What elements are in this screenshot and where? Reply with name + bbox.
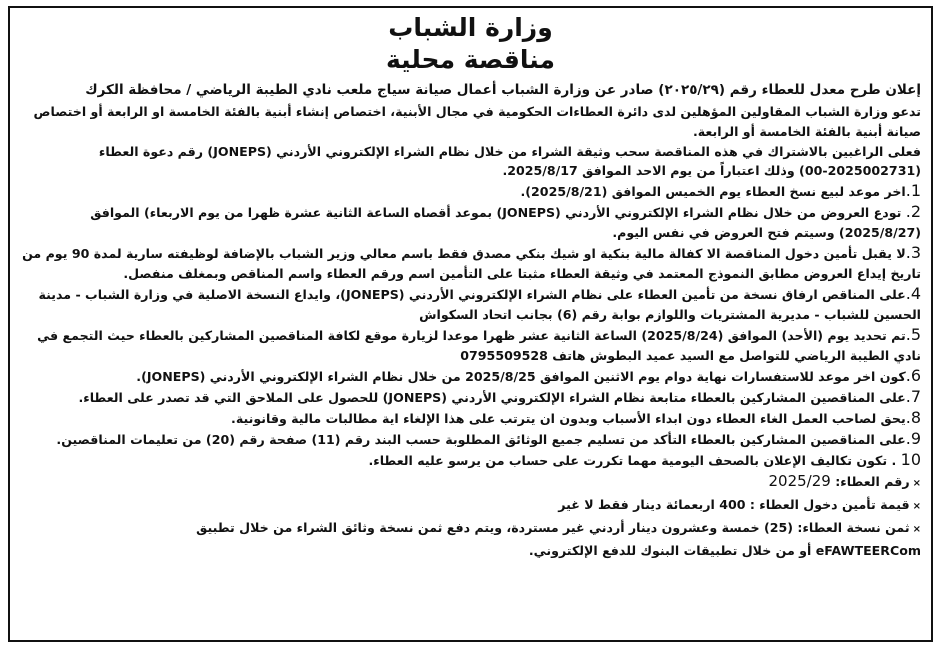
list-item: [20, 181, 921, 202]
item-text: على المناقصين المشاركين بالعطاء متابعة نظام الشراء الإلكتروني الأردني (JONEPS) للحصول على الملاحق التي قد تصدر على العطاء.: [78, 390, 906, 406]
item-number: 6.: [905, 366, 921, 386]
copy-price-text: ثمن نسخة العطاء: (25) خمسة وعشرون دينار أردني غير مستردة، ويتم دفع ثمن نسخة وثائق الشراء من خلال تطبيق: [196, 520, 910, 536]
item-text: على المناقصين المشاركين بالعطاء التأكد من تسليم جميع الوثائق المطلوبة حسب البند رقم (11) صفحة رقم (20) من تعليمات المناقصين.: [56, 432, 906, 448]
tender-type-title: مناقصة محلية: [385, 45, 555, 74]
announcement-heading: إعلان طرح معدل للعطاء رقم (٢٠٢٥/٢٩) صادر عن وزارة الشباب أعمال صيانة سياج ملعب نادي الطيبة الرياضي / محافظة الكرك: [85, 82, 921, 98]
guarantee-text: قيمة تأمين دخول العطاء : 400 اربعمائة دينار فقط لا غير: [558, 497, 910, 513]
item-number: 4.: [905, 284, 921, 304]
item-text: لا يقبل تأمين دخول المناقصة الا كفالة مالية بنكية او شيك بنكي مصدق فقط باسم معالي وزير الشباب بالإضافة لوظيفته سارية لمدة 90 يوم من تاريخ إيداع العروض مطابق النموذج المعتمد في وثيقة العطاء مثبتا على التأمين اسم ورقم العطاء واسم المناقص وبمغلف منفصل.: [22, 246, 921, 282]
item-text: تودع العروض من خلال نظام الشراء الإلكتروني الأردني (JONEPS) بموعد أقصاه الساعة الثانية عشرة ظهرا من يوم الاربعاء) الموافق (2025/8/27) وسيتم فتح العروض في نفس اليوم.: [90, 205, 921, 241]
list-item: [20, 450, 921, 471]
item-number: 2.: [905, 202, 921, 222]
tender-number-line: [20, 471, 921, 494]
joneps-paragraph: فعلى الراغبين بالاشتراك في هذه المناقصة سحب وثيقة الشراء من خلال نظام الشراء الإلكتروني الأردني (JONEPS) رقم دعوة العطاء (2025002731-00) وذلك اعتباراً من يوم الاحد الموافق 2025/8/17.: [98, 143, 921, 179]
tender-notice: [8, 6, 933, 642]
item-text: على المناقص ارفاق نسخة من تأمين العطاء على نظام الشراء الإلكتروني الأردني (JONEPS)، وايداع النسخة الاصلية في وزارة الشباب - مدينة الحسين للشباب - مديرية المشتريات واللوازم بوابة رقم (6) بجانب اتحاد السكواش: [38, 287, 921, 323]
item-number: 3.: [905, 243, 921, 263]
item-number: 1.: [905, 181, 921, 201]
item-number: 5.: [905, 325, 921, 345]
item-number: 7.: [905, 387, 921, 407]
list-item: [20, 325, 921, 366]
list-item: [20, 243, 921, 284]
copy-price-line: [20, 517, 921, 540]
summary-block: [20, 471, 921, 561]
list-item: [20, 284, 921, 325]
list-item: [20, 202, 921, 243]
item-text: كون اخر موعد للاستفسارات نهاية دوام يوم الاثنين الموافق 2025/8/25 من خلال نظام الشراء الإلكتروني الأردني (JONEPS).: [136, 369, 906, 385]
item-number: 8.: [905, 408, 921, 428]
item-text: يحق لصاحب العمل الغاء العطاء دون ابداء الأسباب وبدون ان يترتب على هذا الإلغاء اية مطالبات مالية وقانونية.: [231, 411, 906, 427]
guarantee-line: [20, 494, 921, 517]
tender-number-value: 2025/29: [768, 472, 831, 491]
bullet-mark: ×: [912, 478, 921, 490]
item-number: 9.: [905, 429, 921, 449]
list-item: [20, 387, 921, 408]
conditions-list: [20, 181, 921, 471]
intro-paragraph: تدعو وزارة الشباب المقاولين المؤهلين لدى دائرة العطاءات الحكومية في مجال الأبنية، اختصاص إنشاء أبنية بالفئة الخامسة او الرابعة أو اختصاص صيانة أبنية بالفئة الخامسة أو الرابعة.: [33, 104, 921, 139]
list-item: [20, 408, 921, 429]
bullet-mark: ×: [912, 524, 921, 536]
item-text: اخر موعد لبيع نسخ العطاء يوم الخميس الموافق (2025/8/21).: [520, 184, 906, 200]
bullet-mark: ×: [912, 501, 921, 513]
ministry-title: وزارة الشباب: [388, 13, 553, 42]
item-text: . تكون تكاليف الإعلان بالصحف اليومية مهما تكررت على حساب من يرسو عليه العطاء.: [368, 453, 897, 469]
list-item: [20, 366, 921, 387]
item-number: 10: [900, 450, 921, 470]
list-item: [20, 429, 921, 450]
tender-number-label: رقم العطاء:: [835, 474, 910, 490]
payment-methods-line: eFAWTEERCom أو من خلال تطبيقات البنوك للدفع الإلكتروني.: [528, 543, 921, 559]
item-text: تم تحديد يوم (الأحد) الموافق (2025/8/24) الساعة الثانية عشر ظهرا موعدا لزيارة موقع لكافة المناقصين المشاركين بالعطاء حيث التجمع في نادي الطيبة الرياضي للتواصل مع السيد عميد البطوش هاتف 0795509528: [37, 328, 921, 364]
